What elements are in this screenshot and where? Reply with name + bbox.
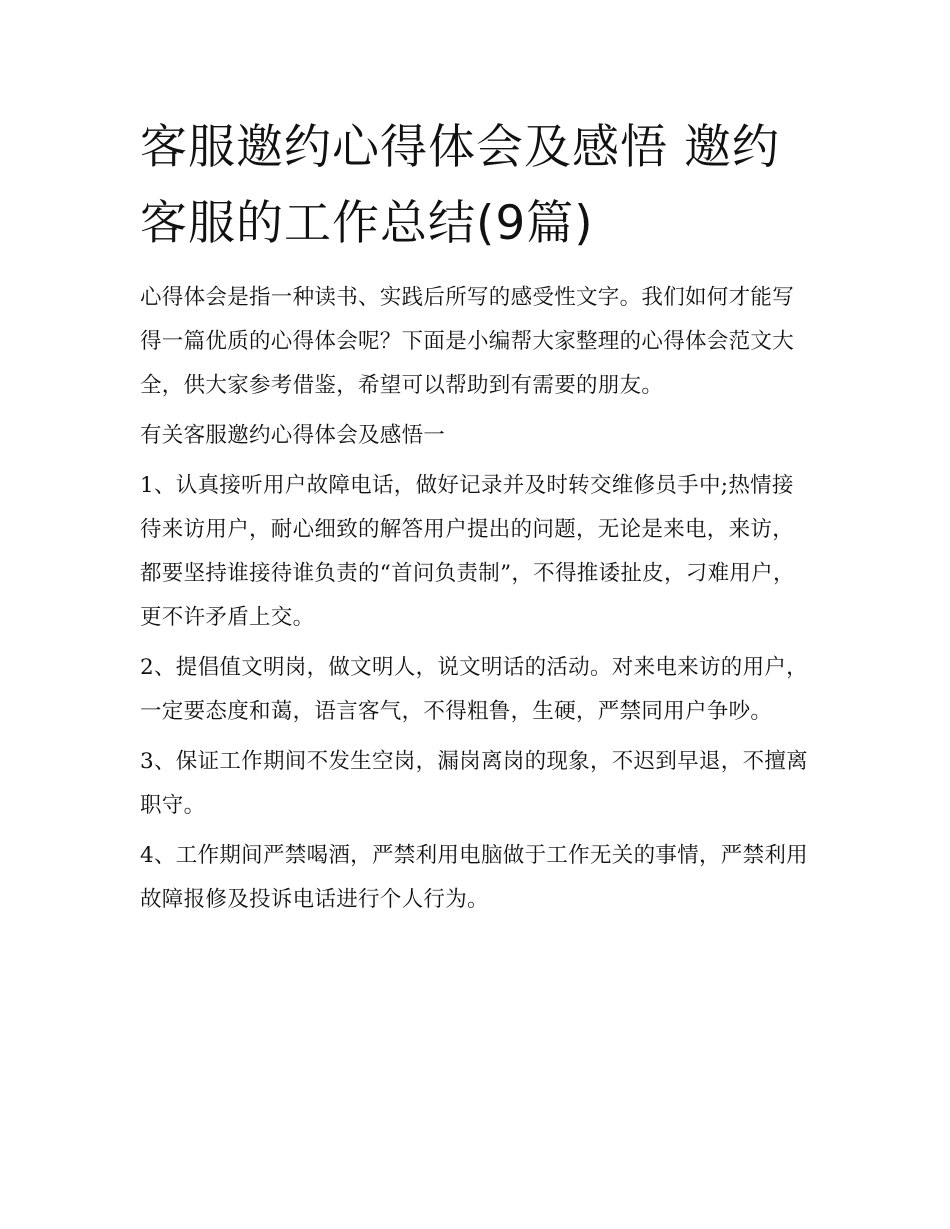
list-item: 2、提倡值文明岗，做文明人，说文明话的活动。对来电来访的用户，一定要态度和蔼，语言客气，不得粗鲁，生硬，严禁同用户争吵。: [140, 655, 808, 724]
section-heading: 有关客服邀约心得体会及感悟一: [140, 423, 446, 448]
intro-paragraph: 心得体会是指一种读书、实践后所写的感受性文字。我们如何才能写得一篇优质的心得体会呢？下面是小编帮大家整理的心得体会范文大全，供大家参考借鉴，希望可以帮助到有需要的朋友。: [140, 285, 795, 398]
document-title: 客服邀约心得体会及感悟 邀约客服的工作总结(9篇): [140, 120, 780, 251]
list-item: 1、认真接听用户故障电话，做好记录并及时转交维修员手中;热情接待来访用户，耐心细致的解答用户提出的问题，无论是来电，来访，都要坚持谁接待谁负责的“首问负责制”，不得推诿扯皮，刁难用户，更不许矛盾上交。: [140, 473, 795, 630]
list-item: 3、保证工作期间不发生空岗，漏岗离岗的现象，不迟到早退，不擅离职守。: [140, 749, 808, 818]
document-page: [140, 110, 815, 928]
list-item: 4、工作期间严禁喝酒，严禁利用电脑做于工作无关的事情，严禁利用故障报修及投诉电话进行个人行为。: [140, 843, 808, 912]
